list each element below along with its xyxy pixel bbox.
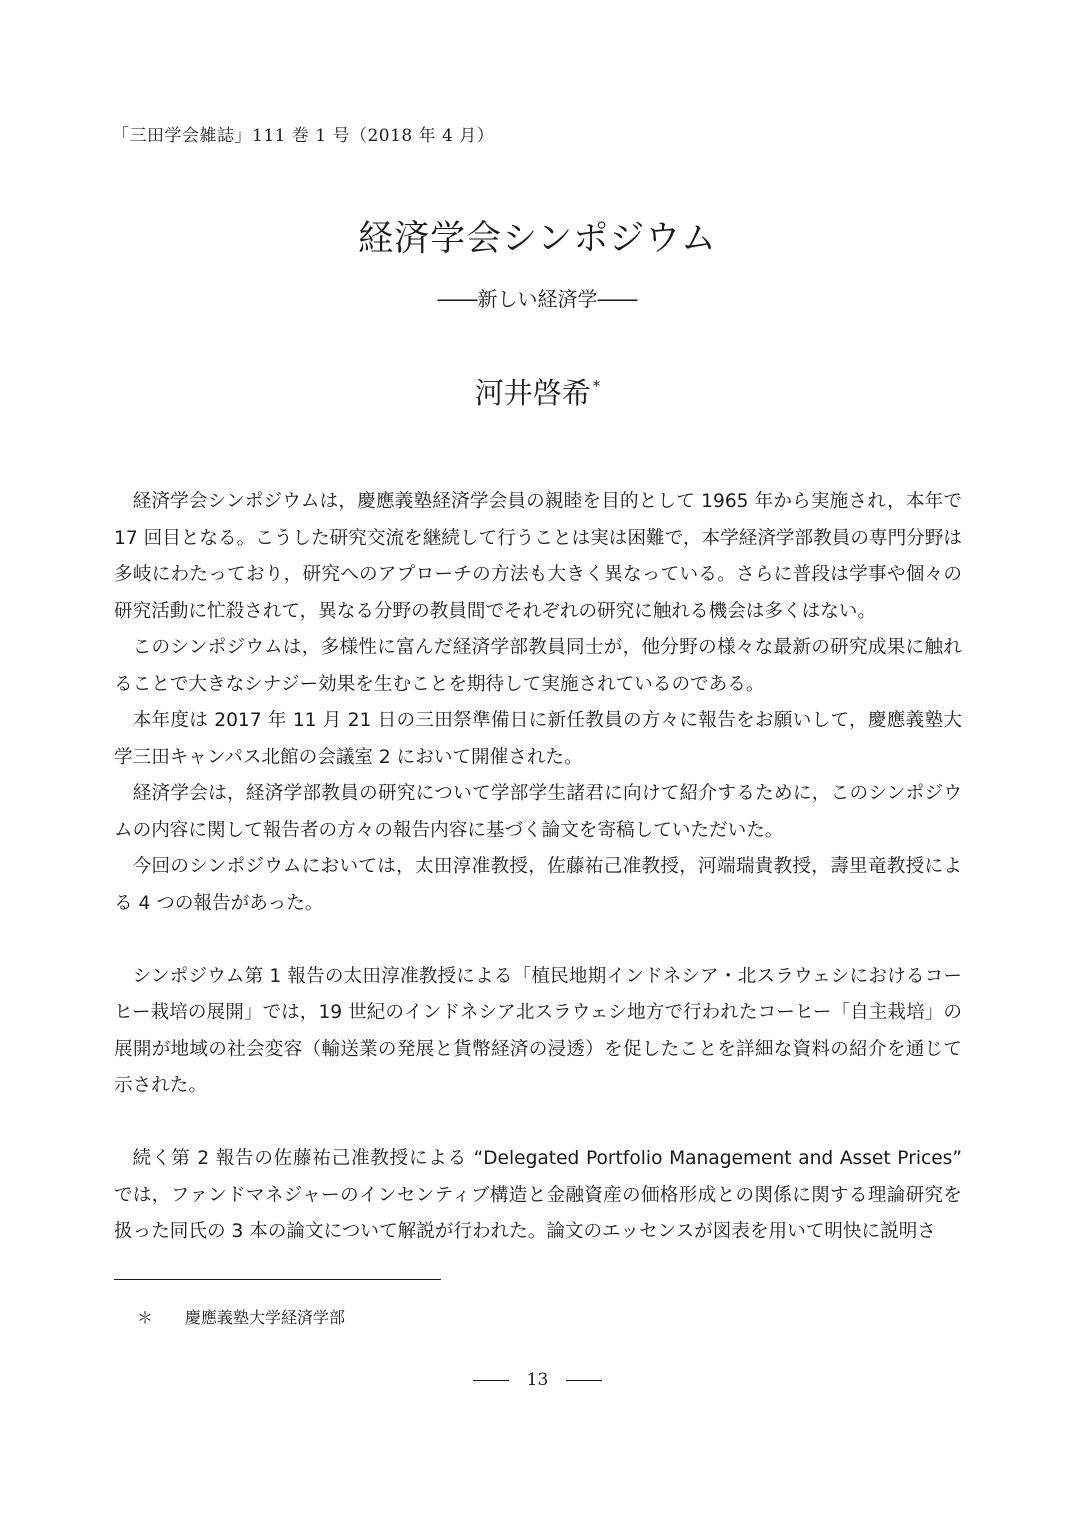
paragraph-spacer — [114, 922, 962, 959]
paragraph-3: 本年度は 2017 年 11 月 21 日の三田祭準備日に新任教員の方々に報告をお願いして，慶應義塾大学三田キャンパス北館の会議室 2 において開催された。 — [114, 710, 962, 768]
journal-citation: 「三田学会雑誌」111 巻 1 号（2018 年 4 月） — [112, 126, 495, 146]
footnote-mark: ＊ — [137, 1308, 154, 1327]
paragraph-1: 経済学会シンポジウムは，慶應義塾経済学会員の親睦を目的として 1965 年から実施され，本年で 17 回目となる。こうした研究交流を継続して行うことは実は困難で，本学経済学部教員の専門分野は多岐にわたっており，研究へのアプローチの方法も大きく異なっている。さらに普段は学事や個々の研究活動に忙殺されて，異なる分野の教員間でそれぞれの研究に触れる機会は多くはない。 — [114, 491, 962, 622]
paragraph-spacer — [114, 1105, 962, 1142]
paragraph-4: 経済学会は，経済学部教員の研究について学部学生諸君に向けて紹介するために，このシンポジウムの内容に関して報告者の方々の報告内容に基づく論文を寄稿していただいた。 — [114, 783, 962, 841]
author-line — [0, 371, 1075, 412]
author-footnote-mark: * — [592, 377, 601, 395]
article-subtitle: ――新しい経済学―― — [437, 287, 638, 311]
footnote — [137, 1305, 345, 1328]
footnote-divider — [114, 1279, 441, 1280]
paragraph-5: 今回のシンポジウムにおいては，太田淳准教授，佐藤祐己准教授，河端瑞貴教授，壽里竜教授による 4 つの報告があった。 — [114, 856, 962, 914]
author-name: 河井啓希 — [474, 376, 591, 410]
article-title: 経済学会シンポジウム — [358, 219, 717, 259]
footnote-text: 慶應義塾大学経済学部 — [185, 1308, 346, 1327]
paragraph-7: 続く第 2 報告の佐藤祐己准教授による “Delegated Portfolio Management and Asset Prices” では，ファンドマネジャーのインセンティブ構造と金融資産の価格形成との関係に関する理論研究を扱った同氏の 3 本の論文について解説が行われた。論文のエッセンスが図表を用いて明快に説明さ — [114, 1148, 962, 1242]
page-number: 13 — [526, 1370, 549, 1390]
paragraph-6: シンポジウム第 1 報告の太田淳准教授による「植民地期インドネシア・北スラウェシにおけるコーヒー栽培の展開」では，19 世紀のインドネシア北スラウェシ地方で行われたコーヒー「自主栽培」の展開が地域の社会変容（輸送業の発展と貨幣経済の浸透）を促したことを詳細な資料の紹介を通じて示された。 — [114, 965, 962, 1096]
page-number-block — [0, 1370, 1075, 1390]
page-number-dash-left — [473, 1380, 509, 1381]
page-number-dash-right — [566, 1380, 602, 1381]
paragraph-2: このシンポジウムは，多様性に富んだ経済学部教員同士が，他分野の様々な最新の研究成果に触れることで大きなシナジー効果を生むことを期待して実施されているのである。 — [114, 637, 962, 695]
article-body — [114, 484, 962, 1251]
